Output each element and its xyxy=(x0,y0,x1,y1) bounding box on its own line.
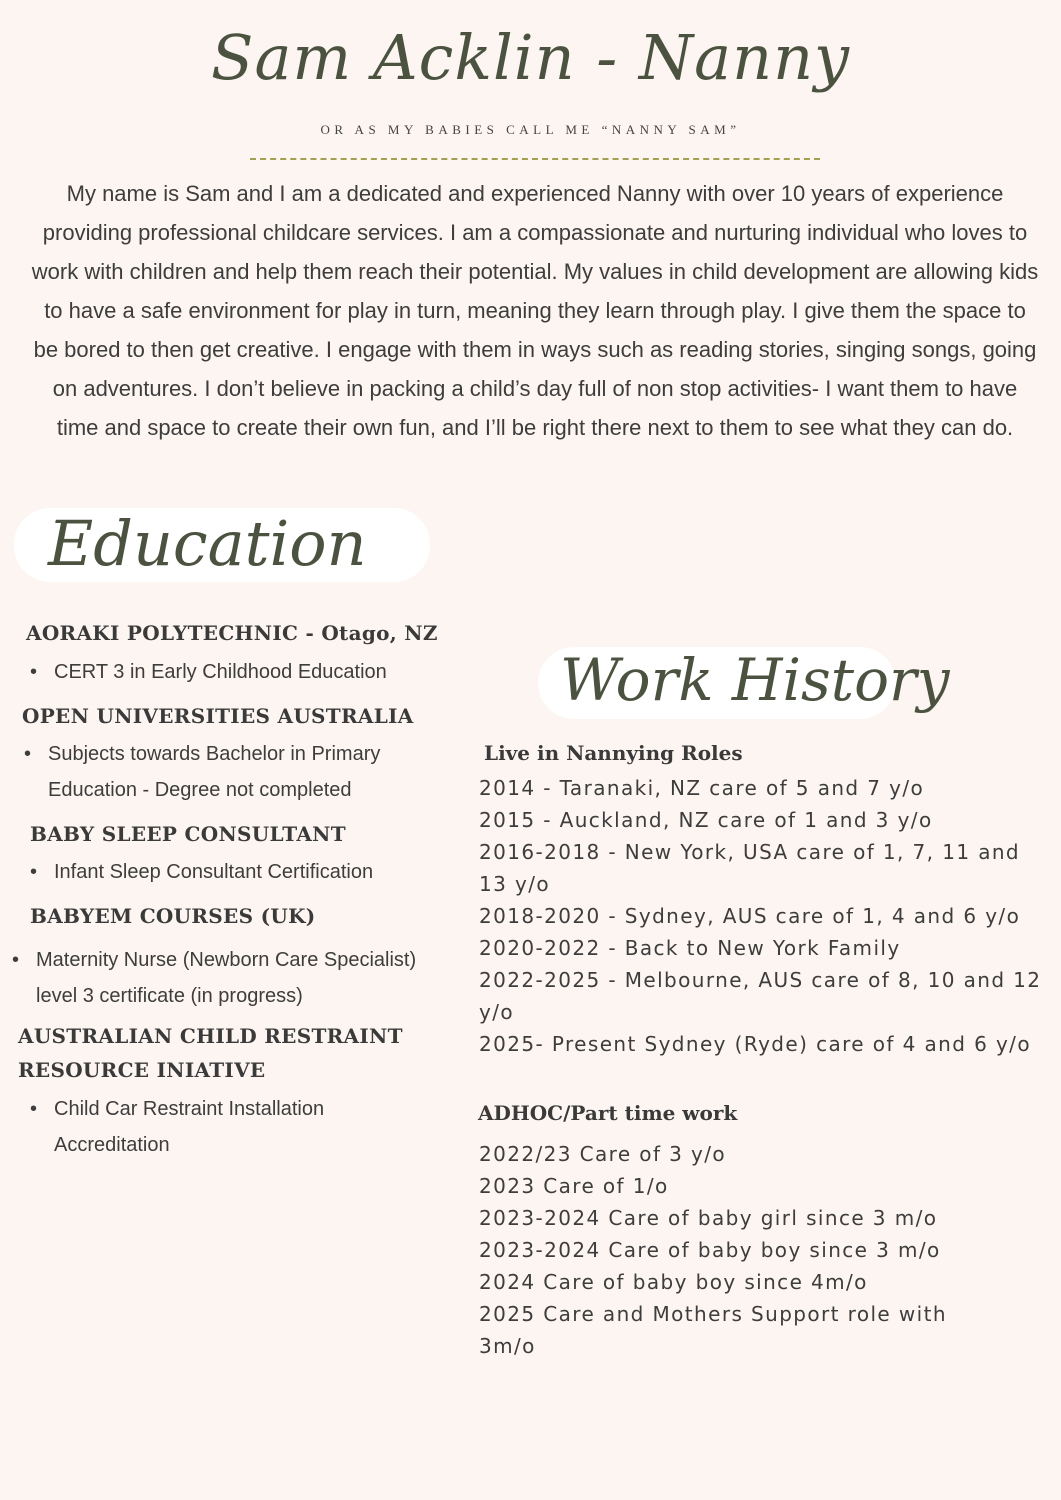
list-item: • Infant Sleep Consultant Certification xyxy=(28,854,458,890)
institution-list xyxy=(10,942,460,1014)
adhoc-section-title: ADHOC/Part time work xyxy=(478,1101,738,1125)
page-title: Sam Acklin - Nanny xyxy=(210,21,851,94)
list-item: 2014 - Taranaki, NZ care of 5 and 7 y/o xyxy=(479,776,925,800)
live-in-list xyxy=(479,772,1054,1060)
institution-title: BABY SLEEP CONSULTANT xyxy=(30,822,346,846)
list-item: 2022/23 Care of 3 y/o xyxy=(479,1142,727,1166)
institution-title: OPEN UNIVERSITIES AUSTRALIA xyxy=(22,704,414,728)
list-item: 2016-2018 - New York, USA care of 1, 7, 11 and 13 y/o xyxy=(479,840,1021,896)
work-history-heading: Work History xyxy=(560,646,950,714)
institution-title-continued: RESOURCE INIATIVE xyxy=(18,1058,266,1082)
list-item: 2015 - Auckland, NZ care of 1 and 3 y/o xyxy=(479,808,933,832)
institution-list xyxy=(28,654,458,690)
list-item: 2024 Care of baby boy since 4m/o xyxy=(479,1270,868,1294)
list-item: • Subjects towards Bachelor in Primary Education - Degree not completed xyxy=(22,736,447,808)
list-item: 2023-2024 Care of baby boy since 3 m/o xyxy=(479,1238,941,1262)
list-item: • CERT 3 in Early Childhood Education xyxy=(28,654,458,690)
list-item: 2020-2022 - Back to New York Family xyxy=(479,936,901,960)
page-subtitle: OR AS MY BABIES CALL ME “NANNY SAM” xyxy=(320,122,741,137)
list-item: 2025- Present Sydney (Ryde) care of 4 and 6 y/o xyxy=(479,1032,1031,1056)
list-item: 2023-2024 Care of baby girl since 3 m/o xyxy=(479,1206,938,1230)
institution-title: AUSTRALIAN CHILD RESTRAINT xyxy=(18,1024,403,1048)
bio-paragraph: My name is Sam and I am a dedicated and experienced Nanny with over 10 years of experience providing professional childcare services. I am a compassionate and nurturing individual who loves to work with children and help them reach their potential. My values in child development are allowing kids to have a safe environment for play in turn, meaning they learn through play. I give them the space to be bored to then get creative. I engage with them in ways such as reading stories, singing songs, going on adventures. I don’t believe in packing a child’s day full of non stop activities- I want them to have time and space to create their own fun, and I’ll be right there next to them to see what they can do. xyxy=(31,181,1039,440)
dashed-divider xyxy=(250,158,820,160)
list-item: 2025 Care and Mothers Support role with 3m/o xyxy=(479,1302,947,1358)
live-in-section-title: Live in Nannying Roles xyxy=(484,741,743,765)
list-item: • Maternity Nurse (Newborn Care Specialist) level 3 certificate (in progress) xyxy=(10,942,460,1014)
institution-list xyxy=(22,736,447,808)
institution-list xyxy=(28,1091,428,1163)
list-item: 2022-2025 - Melbourne, AUS care of 8, 10 and 12 y/o xyxy=(479,968,1042,1024)
institution-title: AORAKI POLYTECHNIC - Otago, NZ xyxy=(26,621,438,645)
institution-title: BABYEM COURSES (UK) xyxy=(30,904,316,928)
adhoc-list xyxy=(479,1138,969,1362)
list-item: 2018-2020 - Sydney, AUS care of 1, 4 and 6 y/o xyxy=(479,904,1021,928)
list-item: 2023 Care of 1/o xyxy=(479,1174,669,1198)
list-item: • Child Car Restraint Installation Accreditation xyxy=(28,1091,428,1163)
education-heading: Education xyxy=(48,507,367,580)
institution-list xyxy=(28,854,458,890)
